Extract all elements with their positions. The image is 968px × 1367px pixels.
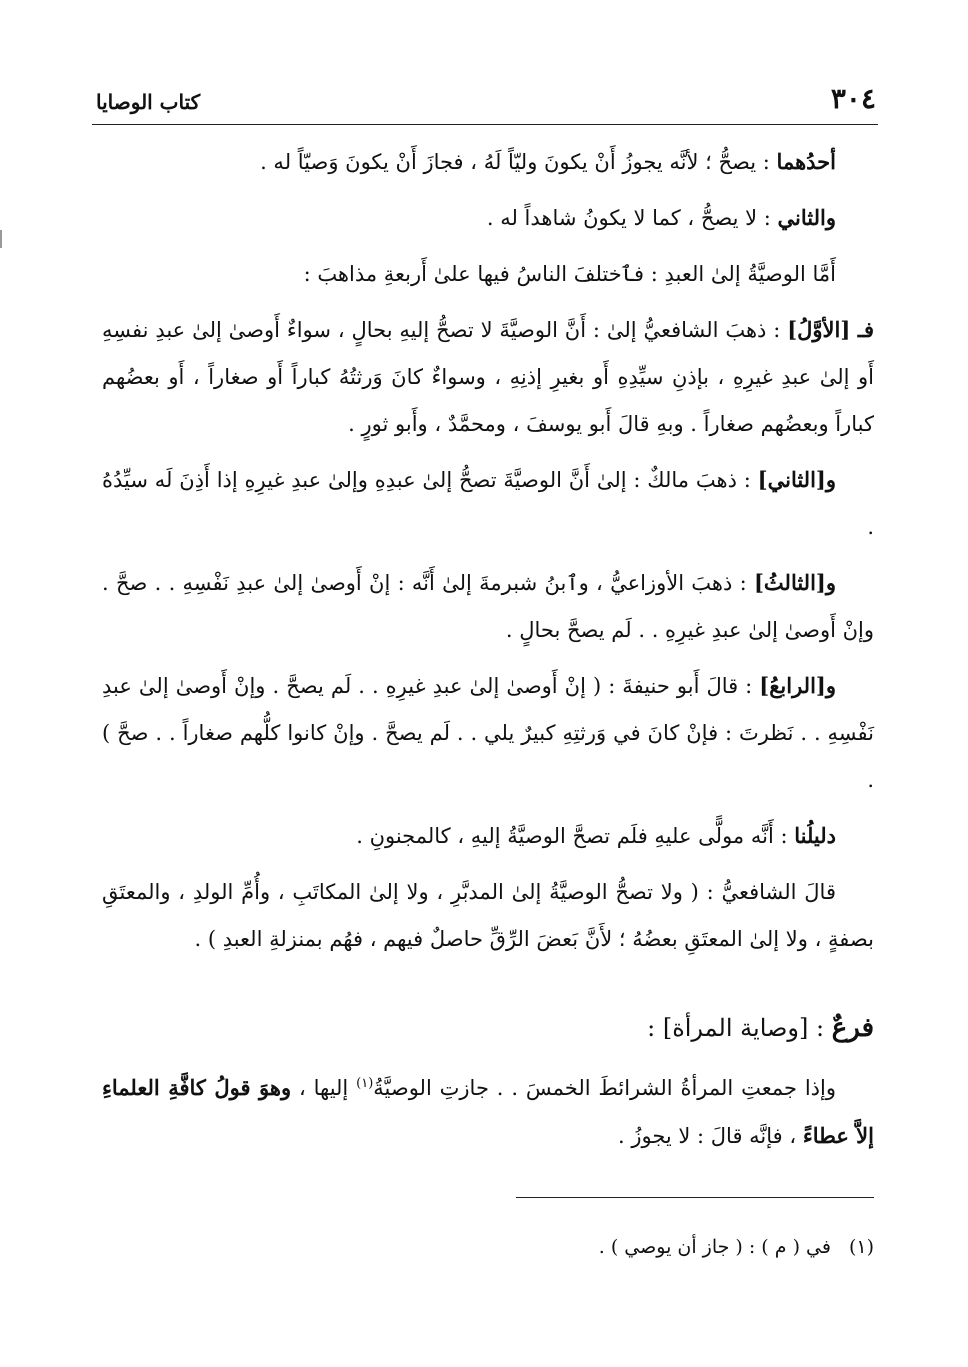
paragraph-text: : ذهبَ الأوزاعيُّ ، وٱبنُ شبرمةَ إلىٰ أَنَّه : إنْ أَوصىٰ إلىٰ عبدِ نَفْسِهِ . . صحَّ . وإنْ أَوصىٰ إلىٰ عبدِ غيرِهِ . . لَم يصحَّ بحالٍ . (102, 571, 874, 642)
paragraph-second-opinion (102, 194, 874, 242)
paragraph-lead: والثاني (777, 205, 836, 230)
paragraph-school-third (102, 559, 874, 654)
paragraph-text: : أَنَّه مولًّى عليهِ فلَم تصحَّ الوصيَّةُ إليهِ ، كالمجنونِ . (356, 824, 795, 848)
paragraph-lead: و[الثالثُ] (753, 570, 836, 595)
paragraph-text: ، فإنَّه قالَ : لا يجوزُ . (617, 1124, 803, 1148)
paragraph-text: قالَ الشافعيُّ : ( ولا تصحُّ الوصيَّةُ إلىٰ المدبَّرِ ، ولا إلىٰ المكاتَبِ ، وأُمِّ الولدِ ، والمعتَقِ بصفةٍ ، ولا إلىٰ المعتَقِ بعضُهُ ؛ لأَنَّ بَعضَ الرِّقِّ حاصلٌ فيهم ، فهُم بمنزلةِ العبدِ ) . (102, 880, 874, 951)
margin-mark (0, 230, 2, 248)
paragraph-lead: و[الثاني] (757, 467, 836, 492)
footnote-marker[interactable]: (١) (356, 1076, 374, 1091)
paragraph-text: وإذا جمعتِ المرأةُ الشرائطَ الخمسَ . . جازتِ الوصيَّةُ (373, 1076, 836, 1100)
footnote-rule (516, 1197, 874, 1198)
page-header (92, 78, 876, 122)
paragraph-lead: و[الرابعُ] (759, 673, 836, 698)
paragraph-first-opinion (102, 138, 874, 186)
section-heading (102, 1005, 874, 1052)
paragraph-shafii-quote (102, 868, 874, 963)
paragraph-text: : لا يصحُّ ، كما لا يكونُ شاهداً له . (486, 206, 778, 230)
paragraph-bold-text: وهوَ قولُ كافَّةِ العلماءِ إلاَّ عطاءً (102, 1075, 874, 1148)
paragraph-text: : يصحُّ ؛ لأنَّه يجوزُ أَنْ يكونَ وليّاً لَهُ ، فجازَ أَنْ يكونَ وَصيّاً له . (260, 150, 777, 174)
paragraph-evidence (102, 812, 874, 860)
heading-lead: فرعٌ (831, 1013, 874, 1043)
paragraph-lead: فـ [الأوَّلُ] (787, 317, 874, 342)
paragraph-school-second (102, 456, 874, 551)
paragraph-slave-will (102, 250, 874, 298)
header-rule (92, 124, 878, 125)
footnote-number: (١) (848, 1236, 874, 1258)
paragraph-text: أَمَّا الوصيَّةُ إلىٰ العبدِ : فٱختلفَ الناسُ فيها علىٰ أَربعةِ مذاهبَ : (303, 262, 836, 286)
body-text (102, 138, 874, 1168)
paragraph-text: إليها ، (291, 1076, 357, 1100)
paragraph-school-fourth (102, 662, 874, 804)
paragraph-text: : قالَ أَبو حنيفةَ : ( إنْ أَوصىٰ إلىٰ عبدِ غيرِهِ . . لَم يصحَّ . وإنْ أَوصىٰ إلىٰ عبدِ نَفْسِهِ . . نَظرتَ : فإنْ كانَ في وَرثتِهِ كبيرٌ يلي . . لَم يصحَّ . وإنْ كانوا كلُّهم صغاراً . . صحَّ ) . (102, 674, 874, 792)
paragraph-lead: دليلُنا (794, 823, 836, 848)
running-title: كتاب الوصايا (96, 90, 201, 114)
heading-text: : [وصاية المرأة] : (647, 1014, 832, 1042)
paragraph-text: : ذهبَ مالكٌ : إلىٰ أَنَّ الوصيَّةَ تصحُّ إلىٰ عبدِهِ وإلىٰ عبدِ غيرِهِ إذا أَذِنَ لَه سيِّدُهُ . (102, 468, 874, 539)
paragraph-text: : ذهبَ الشافعيُّ إلىٰ : أَنَّ الوصيَّةَ لا تصحُّ إليهِ بحالٍ ، سواءٌ أَوصىٰ إلىٰ عبدِ نفسِهِ أَو إلىٰ عبدِ غيرِهِ ، بإذنِ سيِّدِهِ أَو بغيرِ إذنِهِ ، وسواءٌ كانَ وَرثتُهُ كباراً أَو صغاراً ، أَو بعضُهم كباراً وبعضُهم صغاراً . وبهِ قالَ أَبو يوسفَ ، ومحمَّدٌ ، وأَبو ثورٍ . (102, 318, 874, 436)
paragraph-woman-will (102, 1060, 874, 1160)
section-gap (102, 971, 874, 1005)
paragraph-lead: أحدُهما (776, 149, 836, 174)
footnote (102, 1230, 874, 1264)
paragraph-school-first (102, 306, 874, 448)
footnote-text: في ( م ) : ( جاز أن يوصي ) . (598, 1236, 831, 1258)
page-number: ٣٠٤ (830, 82, 876, 115)
